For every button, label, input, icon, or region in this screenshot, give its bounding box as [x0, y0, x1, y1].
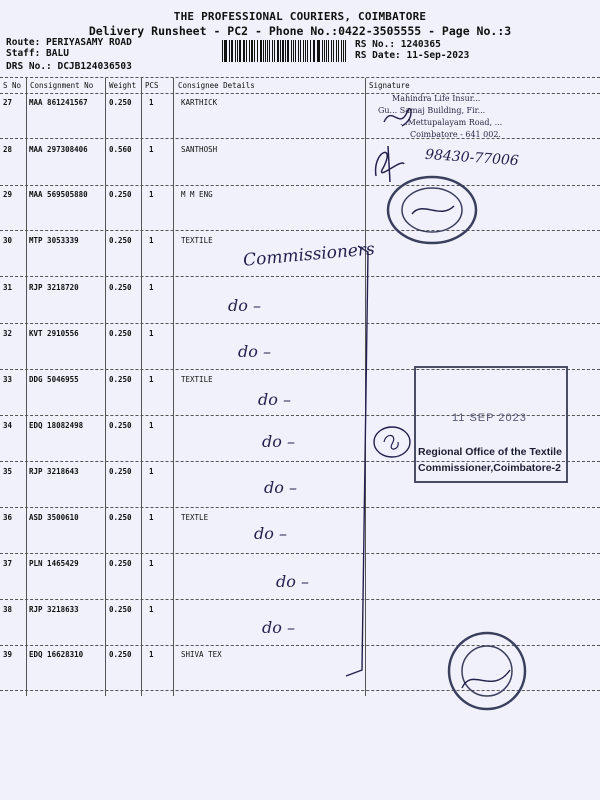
barcode-bar	[331, 40, 332, 62]
handwritten-ditto: do –	[228, 296, 261, 315]
barcode-bar	[272, 40, 273, 62]
row-pcs: 1	[149, 375, 154, 384]
handwritten-ditto: do –	[264, 478, 297, 497]
row-weight: 0.250	[109, 421, 132, 430]
row-pcs: 1	[149, 559, 154, 568]
stamp-address-line: Mahindra Life Insur...	[392, 94, 481, 103]
handwritten-ditto: do –	[258, 390, 291, 409]
barcode-bar	[267, 40, 268, 62]
barcode-bar	[252, 40, 253, 62]
row-consignment-no: RJP 3218633	[29, 605, 79, 614]
row-weight: 0.250	[109, 283, 132, 292]
barcode-bar	[298, 40, 299, 62]
staff-label: Staff: BALU	[6, 48, 69, 59]
row-sno: 33	[3, 375, 13, 384]
barcode-bar	[257, 40, 258, 62]
row-weight: 0.250	[109, 236, 132, 245]
row-consignment-no: MAA 297308406	[29, 145, 88, 154]
row-weight: 0.250	[109, 329, 132, 338]
row-sno: 34	[3, 421, 13, 430]
row-pcs: 1	[149, 513, 154, 522]
header-rule-top	[0, 77, 600, 78]
barcode-bar	[237, 40, 238, 62]
row-sno: 38	[3, 605, 13, 614]
initial-circle-scribble	[370, 422, 415, 462]
row-consignment-no: ASD 3500610	[29, 513, 79, 522]
row-pcs: 1	[149, 145, 154, 154]
barcode-bar	[343, 40, 344, 62]
handwritten-ditto: do –	[254, 524, 287, 543]
col-header-sno: S No	[3, 81, 22, 90]
handwritten-phone: 98430-77006	[424, 146, 520, 170]
row-divider	[0, 276, 600, 277]
stamp-address-line: Coimbatore - 641 002.	[410, 130, 501, 139]
company-name: THE PROFESSIONAL COURIERS, COIMBATORE	[173, 10, 427, 23]
runsheet-title: Delivery Runsheet - PC2 - Phone No.:0422-3505555 - Page No.:3	[88, 24, 512, 38]
barcode-bar	[232, 40, 233, 62]
stamp-address-line: ...Mettupalayam Road, ...	[400, 118, 503, 127]
rs-date: RS Date: 11-Sep-2023	[355, 50, 470, 61]
barcode-bar	[287, 40, 288, 62]
col-header-weight: Weight	[109, 81, 137, 90]
row-divider	[0, 323, 600, 324]
row-sno: 28	[3, 145, 13, 154]
row-divider	[0, 138, 600, 139]
row-weight: 0.250	[109, 190, 132, 199]
row-weight: 0.250	[109, 650, 132, 659]
handwritten-ditto: do –	[276, 572, 309, 591]
row-weight: 0.250	[109, 467, 132, 476]
row-consignee: SHIVA TEX	[181, 650, 222, 659]
handwritten-ditto: do –	[262, 432, 295, 451]
row-sno: 30	[3, 236, 13, 245]
row-pcs: 1	[149, 421, 154, 430]
row-sno: 29	[3, 190, 13, 199]
barcode-bar	[269, 40, 270, 62]
row-weight: 0.560	[109, 145, 132, 154]
row-pcs: 1	[149, 283, 154, 292]
barcode-bar	[246, 40, 247, 62]
barcode-bar	[235, 40, 236, 62]
row-consignment-no: DDG 5046955	[29, 375, 79, 384]
row-divider	[0, 230, 600, 231]
row-consignment-no: MAA 569505880	[29, 190, 88, 199]
handwritten-commissioners: Commissioners	[242, 239, 376, 271]
row-weight: 0.250	[109, 559, 132, 568]
bottom-round-seal	[442, 626, 532, 716]
col-divider	[141, 78, 142, 696]
row-sno: 36	[3, 513, 13, 522]
row-sno: 32	[3, 329, 13, 338]
row-weight: 0.250	[109, 98, 132, 107]
row-consignee: KARTHICK	[181, 98, 218, 107]
row-consignee: TEXTILE	[181, 236, 213, 245]
stamp-date: 11 SEP 2023	[452, 412, 527, 424]
barcode-bar	[254, 40, 255, 62]
barcode-bar	[226, 40, 227, 62]
row-consignment-no: MAA 861241567	[29, 98, 88, 107]
row-divider	[0, 185, 600, 186]
row-pcs: 1	[149, 650, 154, 659]
barcode-bar	[305, 40, 306, 62]
stamp-office-line2: Commissioner,Coimbatore-2	[418, 462, 561, 474]
barcode	[222, 40, 347, 62]
row-pcs: 1	[149, 329, 154, 338]
col-header-consignee: Consignee Details	[178, 81, 255, 90]
barcode-bar	[277, 40, 278, 62]
row-consignment-no: RJP 3218720	[29, 283, 79, 292]
row-pcs: 1	[149, 236, 154, 245]
row-divider	[0, 553, 600, 554]
handwritten-ditto: do –	[238, 342, 271, 361]
col-header-pcs: PCS	[145, 81, 159, 90]
col-header-consignment: Consignment No	[30, 81, 94, 90]
row-consignment-no: RJP 3218643	[29, 467, 79, 476]
round-seal	[382, 170, 482, 250]
col-divider	[173, 78, 174, 696]
row-pcs: 1	[149, 467, 154, 476]
barcode-bar	[307, 40, 308, 62]
barcode-bar	[324, 40, 325, 62]
row-pcs: 1	[149, 190, 154, 199]
route-label: Route: PERIYASAMY ROAD	[6, 37, 132, 48]
barcode-bar	[283, 40, 284, 62]
barcode-bar	[310, 40, 311, 62]
row-consignment-no: MTP 3053339	[29, 236, 79, 245]
barcode-bar	[300, 40, 301, 62]
barcode-bar	[239, 40, 240, 62]
drs-number: DRS No.: DCJB124036503	[6, 61, 132, 72]
row-consignment-no: EDQ 16628310	[29, 650, 84, 659]
handwritten-ditto: do –	[262, 618, 295, 637]
row-weight: 0.250	[109, 605, 132, 614]
barcode-bar	[278, 40, 279, 62]
row-consignee: TEXTILE	[181, 375, 213, 384]
row-weight: 0.250	[109, 513, 132, 522]
barcode-bar	[244, 40, 245, 62]
barcode-bar	[224, 40, 225, 62]
barcode-bar	[260, 40, 261, 62]
barcode-bar	[285, 40, 286, 62]
row-sno: 27	[3, 98, 13, 107]
barcode-bar	[314, 40, 315, 62]
row-weight: 0.250	[109, 375, 132, 384]
col-divider	[105, 78, 106, 696]
barcode-bar	[249, 40, 250, 62]
stamp-address-line: Gu... Samaj Building, Fir...	[378, 106, 486, 115]
row-consignment-no: EDQ 18082498	[29, 421, 84, 430]
col-header-signature: Signature	[369, 81, 410, 90]
row-sno: 31	[3, 283, 13, 292]
barcode-bar	[345, 40, 346, 62]
barcode-bar	[295, 40, 296, 62]
col-divider	[26, 78, 27, 696]
row-consignment-no: PLN 1465429	[29, 559, 79, 568]
barcode-bar	[338, 40, 339, 62]
row-divider	[0, 507, 600, 508]
row-pcs: 1	[149, 605, 154, 614]
row-consignment-no: KVT 2910556	[29, 329, 79, 338]
barcode-bar	[222, 40, 223, 62]
row-consignee: TEXTLE	[181, 513, 209, 522]
row-sno: 39	[3, 650, 13, 659]
rs-number: RS No.: 1240365	[355, 39, 441, 50]
barcode-bar	[313, 40, 314, 62]
barcode-bar	[328, 40, 329, 62]
row-pcs: 1	[149, 98, 154, 107]
barcode-bar	[261, 40, 262, 62]
row-divider	[0, 599, 600, 600]
barcode-bar	[280, 40, 281, 62]
barcode-bar	[291, 40, 292, 62]
barcode-bar	[303, 40, 304, 62]
row-consignee: SANTHOSH	[181, 145, 218, 154]
header-rule-bottom	[0, 93, 600, 94]
row-consignee: M M ENG	[181, 190, 213, 199]
row-sno: 35	[3, 467, 13, 476]
barcode-bar	[229, 40, 230, 62]
barcode-bar	[263, 40, 264, 62]
row-sno: 37	[3, 559, 13, 568]
barcode-bar	[274, 40, 275, 62]
stamp-office-line1: Regional Office of the Textile	[418, 446, 562, 458]
